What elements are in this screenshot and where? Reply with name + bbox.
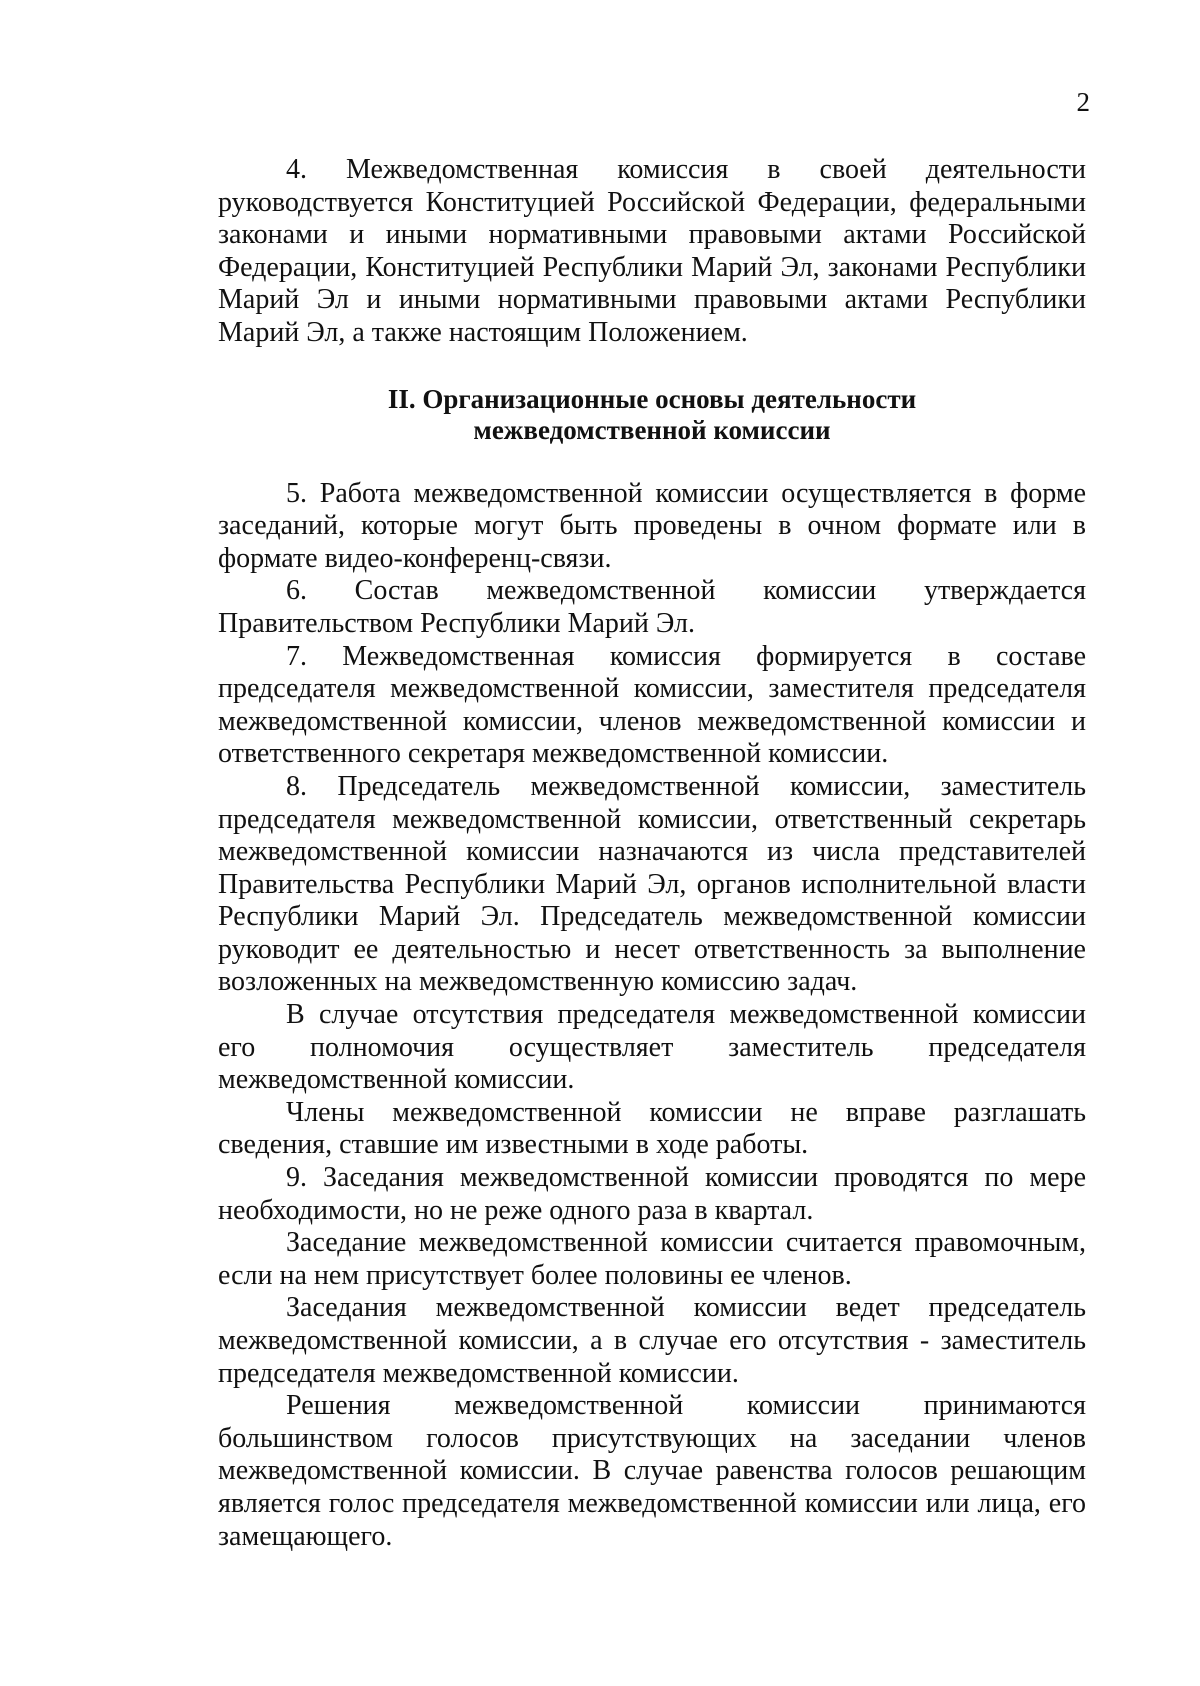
section-title-line-1: II. Организационные основы деятельности [387,383,917,414]
paragraph-9-decisions: Решения межведомственной комиссии принимаются большинством голосов присутствующих на заседании членов межведомственной комиссии. В случае равенства голосов решающим является голос председателя межведомственной комиссии или лица, его замещающего. [218,1390,1086,1552]
section-title-line-2: межведомственной комиссии [473,414,831,445]
section-title [218,384,1086,446]
paragraph-6: 6. Состав межведомственной комиссии утверждается Правительством Республики Марий Эл. [218,575,1086,639]
paragraph-8-members: Члены межведомственной комиссии не вправе разглашать сведения, ставшие им известными в ходе работы. [218,1096,1086,1161]
paragraph-8: 8. Председатель межведомственной комиссии, заместитель председателя межведомственной комиссии, ответственный секретарь межведомственной комиссии назначаются из числа представителей Правительства Республики Марий Эл, органов исполнительной власти Республики Марий Эл. Председатель межведомственной комиссии руководит ее деятельностью и несет ответственность за выполнение возложенных на межведомственную комиссию задач. [218,770,1086,998]
paragraph-4: 4. Межведомственная комиссия в своей деятельности руководствуется Конституцией Российской Федерации, федеральными законами и иными нормативными правовыми актами Российской Федерации, Конституцией Республики Марий Эл, законами Республики Марий Эл и иными нормативными правовыми актами Республики Марий Эл, а также настоящим Положением. [218,154,1086,348]
paragraph-5: 5. Работа межведомственной комиссии осуществляется в форме заседаний, которые могут быть проведены в очном формате или в формате видео-конференц-связи. [218,477,1086,574]
paragraph-9-chair: Заседания межведомственной комиссии ведет председатель межведомственной комиссии, а в случае его отсутствия - заместитель председателя межведомственной комиссии. [218,1292,1086,1389]
page-number: 2 [1076,87,1090,117]
paragraph-7: 7. Межведомственная комиссия формируется в составе председателя межведомственной комиссии, заместителя председателя межведомственной комиссии, членов межведомственной комиссии и ответственного секретаря межведомственной комиссии. [218,640,1086,770]
paragraph-9: 9. Заседания межведомственной комиссии проводятся по мере необходимости, но не реже одного раза в квартал. [218,1162,1086,1226]
paragraph-9-quorum: Заседание межведомственной комиссии считается правомочным, если на нем присутствует более половины ее членов. [218,1227,1086,1291]
paragraph-8-absence: В случае отсутствия председателя межведомственной комиссии его полномочия осуществляет заместитель председателя межведомственной комиссии. [218,999,1086,1096]
document-body [218,154,1086,1553]
